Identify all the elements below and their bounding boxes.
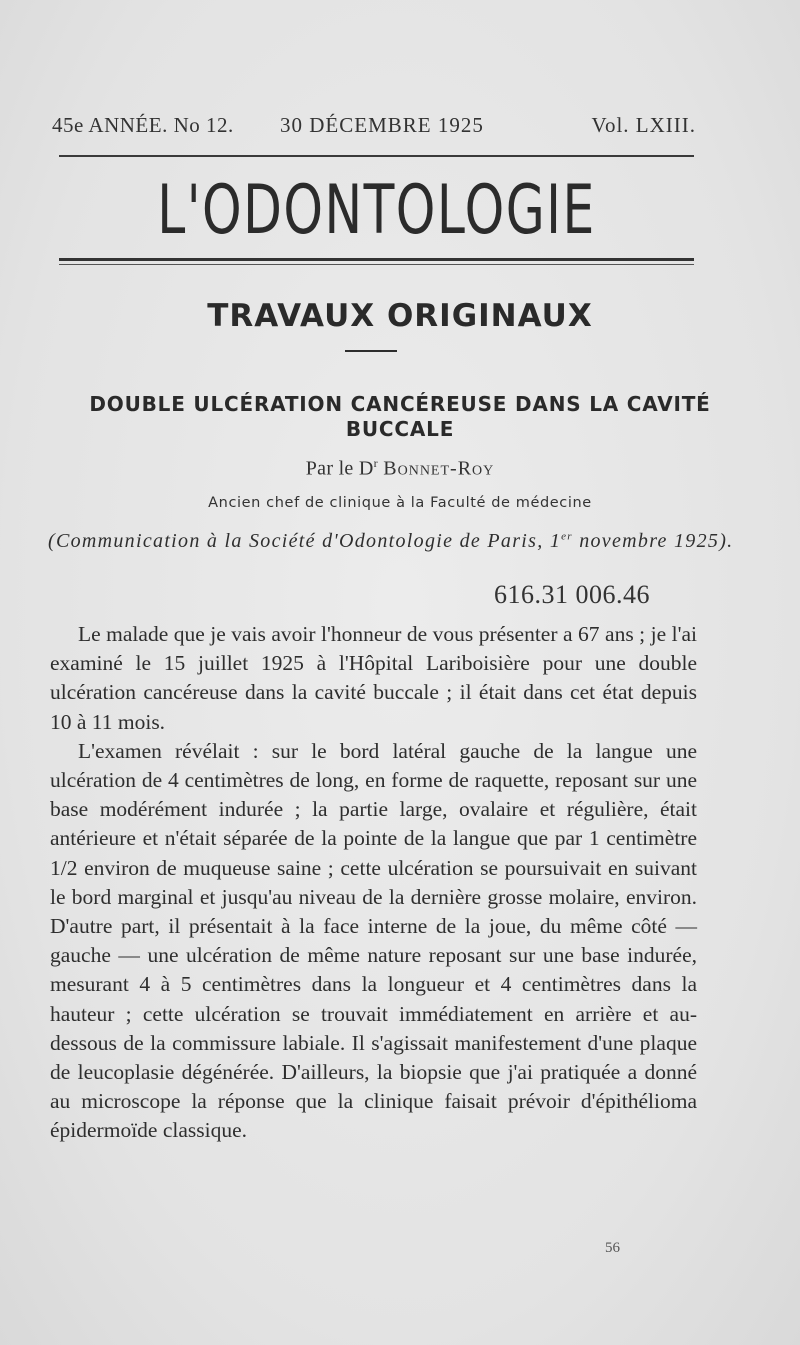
article-body (50, 620, 697, 1146)
article-author (0, 456, 800, 481)
communication-note (48, 530, 734, 553)
author-name: Bonnet-Roy (383, 457, 495, 480)
volume-number: Vol. LXIII. (591, 113, 696, 137)
title-rule-thick (59, 258, 694, 261)
communication-start: (Communication à la Société d'Odontologie de Paris, 1 (48, 530, 562, 552)
issue-number: 45e ANNÉE. No 12. (52, 113, 234, 137)
section-title: TRAVAUX ORIGINAUX (207, 298, 593, 334)
body-paragraph: Le malade que je vais avoir l'honneur de vous présenter a 67 ans ; je l'ai examiné le 15 juillet 1925 à l'Hôpital Lariboisière pour une double ulcération cancéreuse dans la cavité buccale ; il était dans cet état depuis 10 à 11 mois. (50, 622, 697, 734)
article-title: DOUBLE ULCÉRATION CANCÉREUSE DANS LA CAVITÉ BUCCALE (89, 392, 711, 441)
author-affiliation: Ancien chef de clinique à la Faculté de médecine (208, 495, 592, 511)
issue-date: 30 DÉCEMBRE 1925 (280, 113, 484, 137)
page-folio: 56 (605, 1240, 620, 1256)
communication-end: novembre 1925). (572, 530, 734, 552)
title-rule-thin (59, 264, 694, 265)
section-divider (345, 350, 397, 352)
body-paragraph: L'examen révélait : sur le bord latéral gauche de la langue une ulcération de 4 centimètres de long, en forme de raquette, reposant sur une base modérément indurée ; la partie large, ovalaire et régulière, était antérieure et n'était séparée de la pointe de la langue que par 1 centimètre 1/2 environ de muqueuse saine ; cette ulcération se poursuivait en suivant le bord marginal et jusqu'au niveau de la dernière grosse molaire, environ. D'autre part, il présentait à la face interne de la joue, du même côté — gauche — une ulcération de même nature reposant sur une base indurée, mesurant 4 à 5 centimètres dans la longueur et 4 centimètres dans la hauteur ; cette ulcération se trouvait immédiatement en arrière et au-dessous de la commissure labiale. Il s'agissait manifestement d'une plaque de leucoplasie dégénérée. D'ailleurs, la biopsie que j'ai pratiquée a donné au microscope la réponse que la clinique faisait prévoir d'épithélioma épidermoïde classique. (50, 738, 697, 1143)
header-rule (59, 155, 694, 157)
journal-title: L'ODONTOLOGIE (157, 171, 596, 250)
author-title-sup: r (373, 456, 378, 470)
author-prefix: Par le D (305, 457, 374, 480)
communication-sup: er (561, 530, 573, 543)
classification-number: 616.31 006.46 (494, 580, 650, 609)
